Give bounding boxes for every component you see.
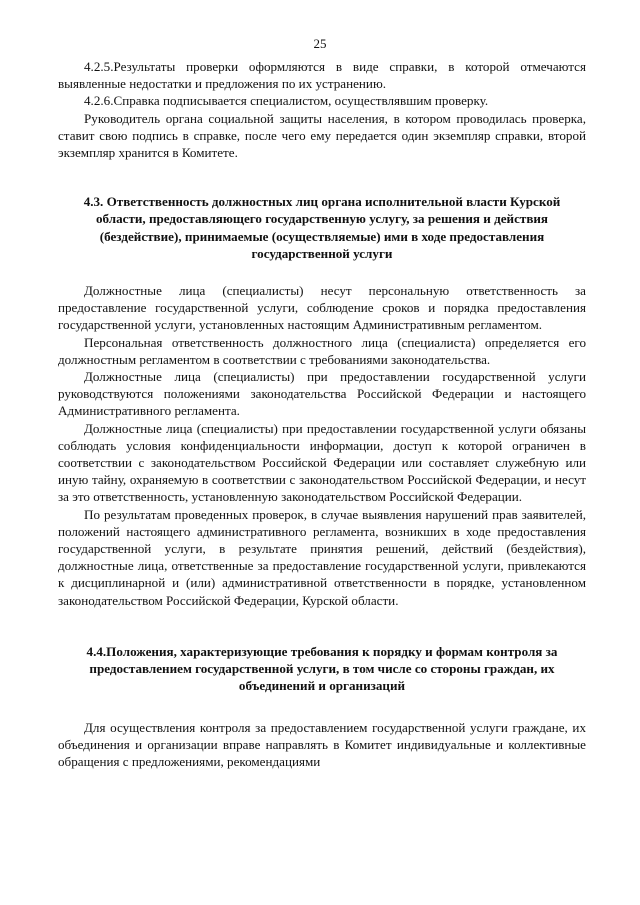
section-4-4-heading: 4.4.Положения, характеризующие требования к порядку и формам контроля за предоставлением государственной услуги, в том числе со стороны граждан, их объединений и организаций	[86, 643, 558, 694]
section-4-3-heading: 4.3. Ответственность должностных лиц органа исполнительной власти Курской области, предоставляющего государственную услугу, за решения и действия (бездействие), принимаемые (осуществляемые) ими в ходе предоставления государственной услуги	[83, 194, 561, 261]
paragraph-personal-responsibility: Должностные лица (специалисты) несут персональную ответственность за предоставление государственной услуги, соблюдение сроков и порядка предоставления государственной услуги, установленных настоящим Административным регламентом.	[58, 283, 586, 333]
paragraph-4-2-6: 4.2.6.Справка подписывается специалистом, осуществлявшим проверку.	[84, 93, 489, 109]
paragraph-official-regulation: Персональная ответственность должностного лица (специалиста) определяется его должностным регламентом в соответствии с требованиями законодательства.	[58, 334, 586, 367]
paragraph-legislation-guidance: Должностные лица (специалисты) при предоставлении государственной услуги руководствуются положениями законодательства Российской Федерации и настоящего Административного регламента.	[58, 369, 586, 419]
paragraph-4-2-5: 4.2.5.Результаты проверки оформляются в виде справки, в которой отмечаются выявленные недостатки и предложения по их устранению.	[58, 59, 586, 92]
intro-block	[58, 58, 586, 161]
section-4-3-body	[58, 282, 586, 609]
paragraph-citizen-control: Для осуществления контроля за предоставлением государственной услуги граждане, их объединения и организации вправе направлять в Комитет индивидуальные и коллективные обращения с предложениями, рекомендациями	[58, 719, 586, 769]
document-body	[58, 58, 586, 770]
paragraph-inspection-results: По результатам проведенных проверок, в случае выявления нарушений прав заявителей, положений настоящего административного регламента, возникших в ходе предоставления государственной услуги, в результате принятия решений, действий (бездействия), должностные лица, ответственные за предоставление государственной услуги, привлекаются к дисциплинарной и (или) административной ответственности в порядке, установленном законодательством Российской Федерации, Курской области.	[58, 506, 586, 608]
page-number: 25	[313, 36, 327, 51]
paragraph-confidentiality: Должностные лица (специалисты) при предоставлении государственной услуги обязаны соблюдать условия конфиденциальности информации, доступ к которой ограничен в соответствии с законодательством Российской Федерации или составляет служебную или иную тайну, охраняемую в соответствии с законодательством Российской Федерации, и несут за это ответственность, установленную законодательством Российской Федерации.	[58, 420, 586, 505]
paragraph-supervisor-signature: Руководитель органа социальной защиты населения, в котором проводилась проверка, ставит свою подпись в справке, после чего ему передается один экземпляр справки, второй экземпляр хранится в Комитете.	[58, 110, 586, 161]
section-4-4-body	[58, 719, 586, 771]
